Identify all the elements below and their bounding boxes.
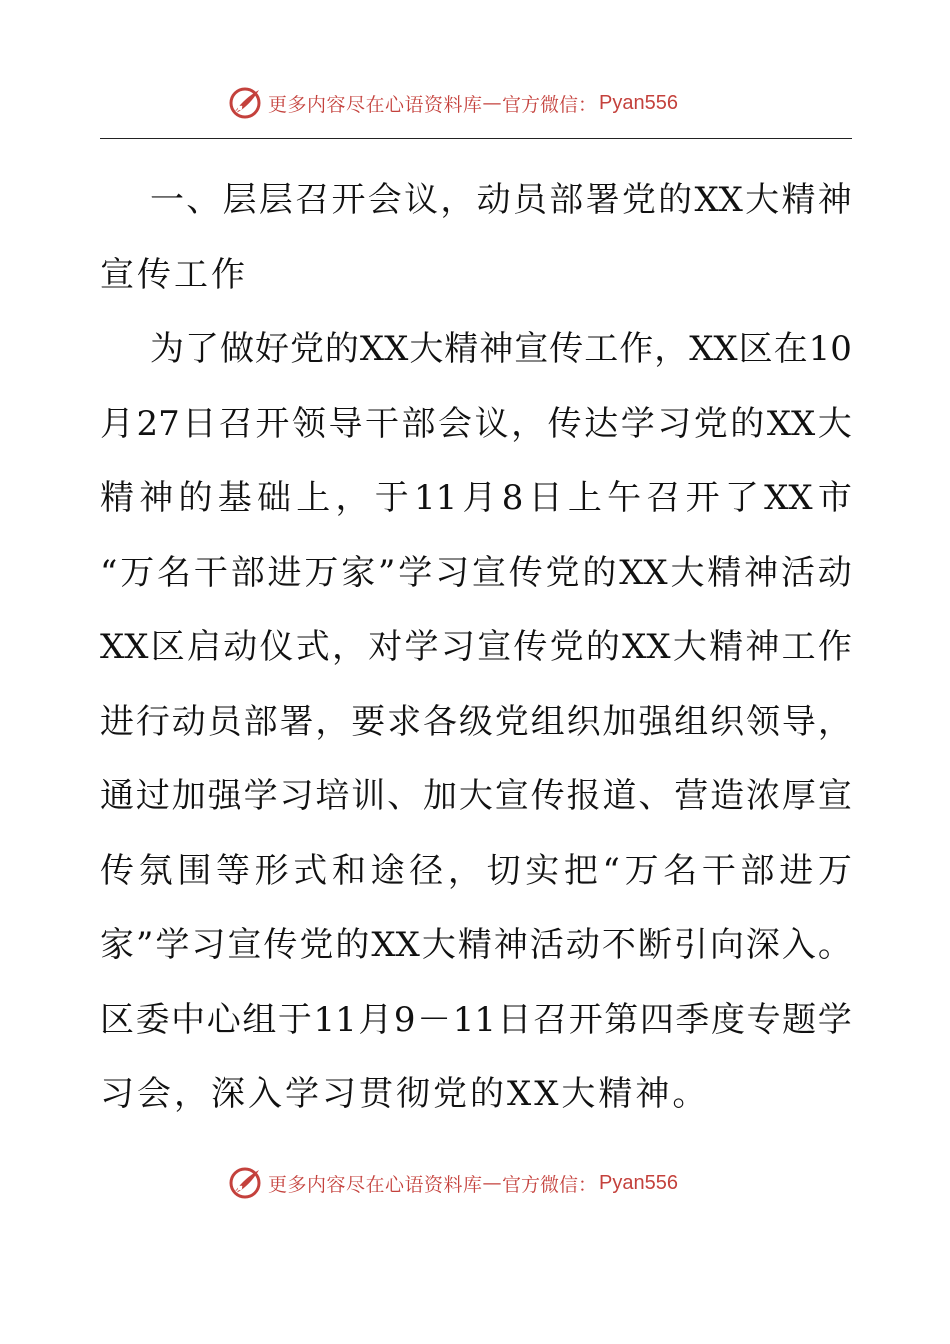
paragraph-line: 习会，深入学习贯彻党的XX大精神。 (100, 1074, 710, 1114)
quill-pen-logo-icon (228, 86, 262, 120)
paragraph-line: 进 行 动 员 部 署 ， 要 求 各 级 党 组 织 加 强 组 织 领 导 ， (100, 701, 852, 742)
footer-wechat-label: 官方微信： (502, 1173, 598, 1196)
heading-line: 一 、 层 层 召 开 会 议 ， 动 员 部 署 党 的 XX 大 精 神 (150, 180, 852, 220)
header-banner[interactable] (228, 83, 678, 123)
header-divider (100, 138, 852, 139)
header-wechat-id: Pyan556 (599, 91, 678, 114)
footer-separator: — (482, 1172, 503, 1194)
paragraph-line: XX 区 启 动 仪 式 ， 对 学 习 宣 传 党 的 XX 大 精 神 工 作 (100, 627, 852, 667)
paragraph-line: 家 ” 学 习 宣 传 党 的 XX 大 精 神 活 动 不 断 引 向 深 入 。 (100, 925, 852, 965)
paragraph-line: 传 氛 围 等 形 式 和 途 径 ， 切 实 把 “ 万 名 干 部 进 万 (100, 850, 852, 891)
header-separator: — (482, 92, 503, 114)
paragraph-line: 精 神 的 基 础 上 ， 于 11 月 8 日 上 午 召 开 了 XX 市 (100, 478, 852, 518)
paragraph-line: 区 委 中 心 组 于 11 月 9 － 11 日 召 开 第 四 季 度 专 题 学 (100, 999, 852, 1040)
document-body (100, 170, 852, 1139)
paragraph-line: 通 过 加 强 学 习 培 训 、 加 大 宣 传 报 道 、 营 造 浓 厚 宣 (100, 776, 852, 816)
header-site-text: 更多内容尽在心语资料库 (268, 93, 483, 116)
footer-banner[interactable] (228, 1163, 678, 1203)
paragraph-line: 为 了 做 好 党 的 XX 大 精 神 宣 传 工 作 ， XX 区 在 10 (150, 329, 852, 369)
heading-line: 宣传工作 (100, 254, 248, 295)
paragraph-line: “ 万 名 干 部 进 万 家 ” 学 习 宣 传 党 的 XX 大 精 神 活 动 (100, 552, 852, 593)
header-wechat-label: 官方微信： (502, 93, 598, 116)
quill-pen-logo-icon (228, 1166, 262, 1200)
footer-site-text: 更多内容尽在心语资料库 (268, 1173, 483, 1196)
footer-wechat-id: Pyan556 (599, 1171, 678, 1194)
paragraph-line: 月 27 日 召 开 领 导 干 部 会 议 ， 传 达 学 习 党 的 XX 大 (100, 403, 852, 444)
